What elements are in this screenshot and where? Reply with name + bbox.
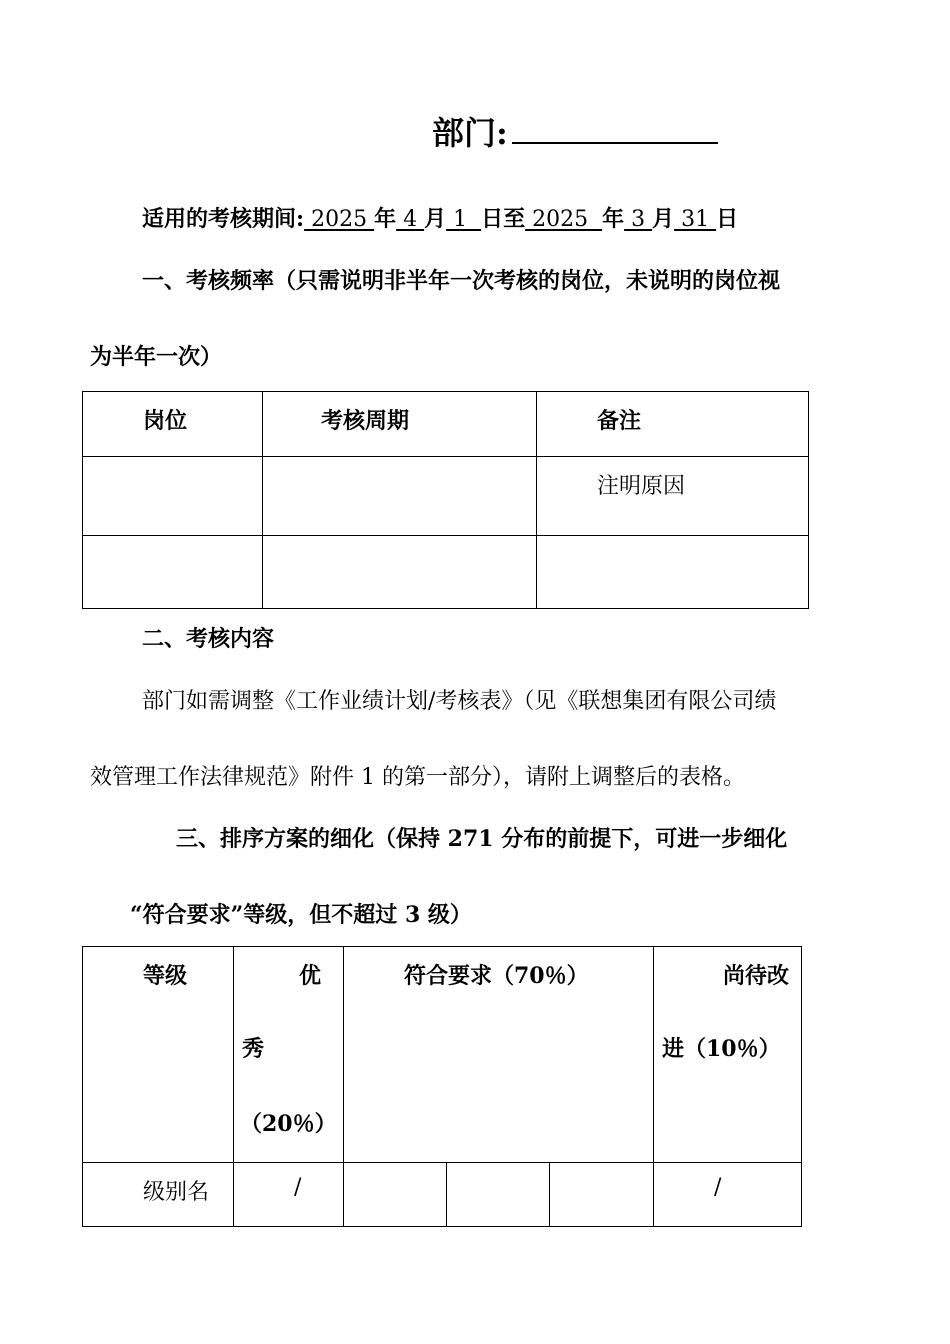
section3-heading-line2: “符合要求”等级，但不超过 3 级） [130, 902, 472, 928]
header-cell [83, 392, 263, 457]
table-cell[interactable] [537, 536, 809, 609]
header-position: 岗位 [143, 408, 188, 434]
section1-heading-line1: 一、考核频率（只需说明非半年一次考核的岗位，未说明的岗位视 [142, 268, 781, 294]
table-cell[interactable] [234, 1163, 344, 1227]
end-month[interactable]: 3 [624, 207, 653, 232]
table-row [83, 536, 809, 609]
month-unit: 月 [652, 206, 675, 232]
table-cell[interactable] [263, 457, 537, 536]
header-cell [234, 947, 344, 1163]
table-cell[interactable] [263, 536, 537, 609]
header-excellent-part2: 秀 [242, 1036, 265, 1062]
header-improve-part2: 进（10％） [662, 1036, 781, 1062]
cell-text [83, 457, 262, 469]
header-cell [263, 392, 537, 457]
header-cell [344, 947, 654, 1163]
section1-heading-line2: 为半年一次） [90, 344, 223, 370]
department-blank-line[interactable] [512, 112, 718, 144]
header-improve-part1: 尚待改 [722, 963, 789, 989]
year-unit: 年 [602, 206, 625, 232]
level-name-label: 级别名 [143, 1180, 210, 1205]
start-year[interactable]: 2025 [304, 207, 375, 232]
section2-heading: 二、考核内容 [142, 626, 275, 652]
table-cell [83, 1163, 234, 1227]
table-cell[interactable] [447, 1163, 550, 1227]
header-excellent-part3: （20％） [240, 1111, 337, 1137]
slash-mark: / [294, 1175, 302, 1200]
grading-table [82, 946, 802, 1227]
remark-note: 注明原因 [597, 474, 686, 499]
header-grade: 等级 [143, 963, 188, 989]
table-row [83, 1163, 802, 1227]
month-unit: 月 [424, 206, 447, 232]
frequency-table [82, 391, 809, 609]
day-unit: 日 [716, 206, 739, 232]
table-row [83, 457, 809, 536]
start-day[interactable]: 1 [446, 207, 482, 232]
end-year[interactable]: 2025 [525, 207, 603, 232]
assessment-period [142, 202, 738, 233]
end-day[interactable]: 31 [674, 207, 717, 232]
header-cell [83, 947, 234, 1163]
header-excellent-part1: 优 [298, 963, 321, 989]
table-header-row [83, 947, 802, 1163]
table-cell[interactable] [537, 457, 809, 536]
header-cell [537, 392, 809, 457]
department-label: 部门: [432, 114, 508, 152]
header-remark: 备注 [597, 408, 642, 434]
year-unit: 年 [374, 206, 397, 232]
start-month[interactable]: 4 [396, 207, 425, 232]
section3-heading-line1: 三、排序方案的细化（保持 271 分布的前提下，可进一步细化 [176, 826, 788, 852]
cell-text [263, 457, 536, 469]
table-cell[interactable] [344, 1163, 447, 1227]
header-meets: 符合要求（70％） [404, 963, 589, 989]
header-cycle: 考核周期 [321, 408, 410, 434]
table-cell[interactable] [654, 1163, 802, 1227]
department-title [432, 108, 718, 154]
table-cell[interactable] [550, 1163, 654, 1227]
table-header-row [83, 392, 809, 457]
table-cell[interactable] [83, 457, 263, 536]
slash-mark: / [714, 1175, 722, 1200]
day-to-text: 日至 [481, 206, 526, 232]
section2-paragraph-line2: 效管理工作法律规范》附件 1 的第一部分），请附上调整后的表格。 [90, 765, 745, 790]
section2-paragraph-line1: 部门如需调整《工作业绩计划/考核表》（见《联想集团有限公司绩 [142, 689, 777, 714]
table-cell[interactable] [83, 536, 263, 609]
header-cell [654, 947, 802, 1163]
period-label: 适用的考核期间: [142, 206, 305, 232]
